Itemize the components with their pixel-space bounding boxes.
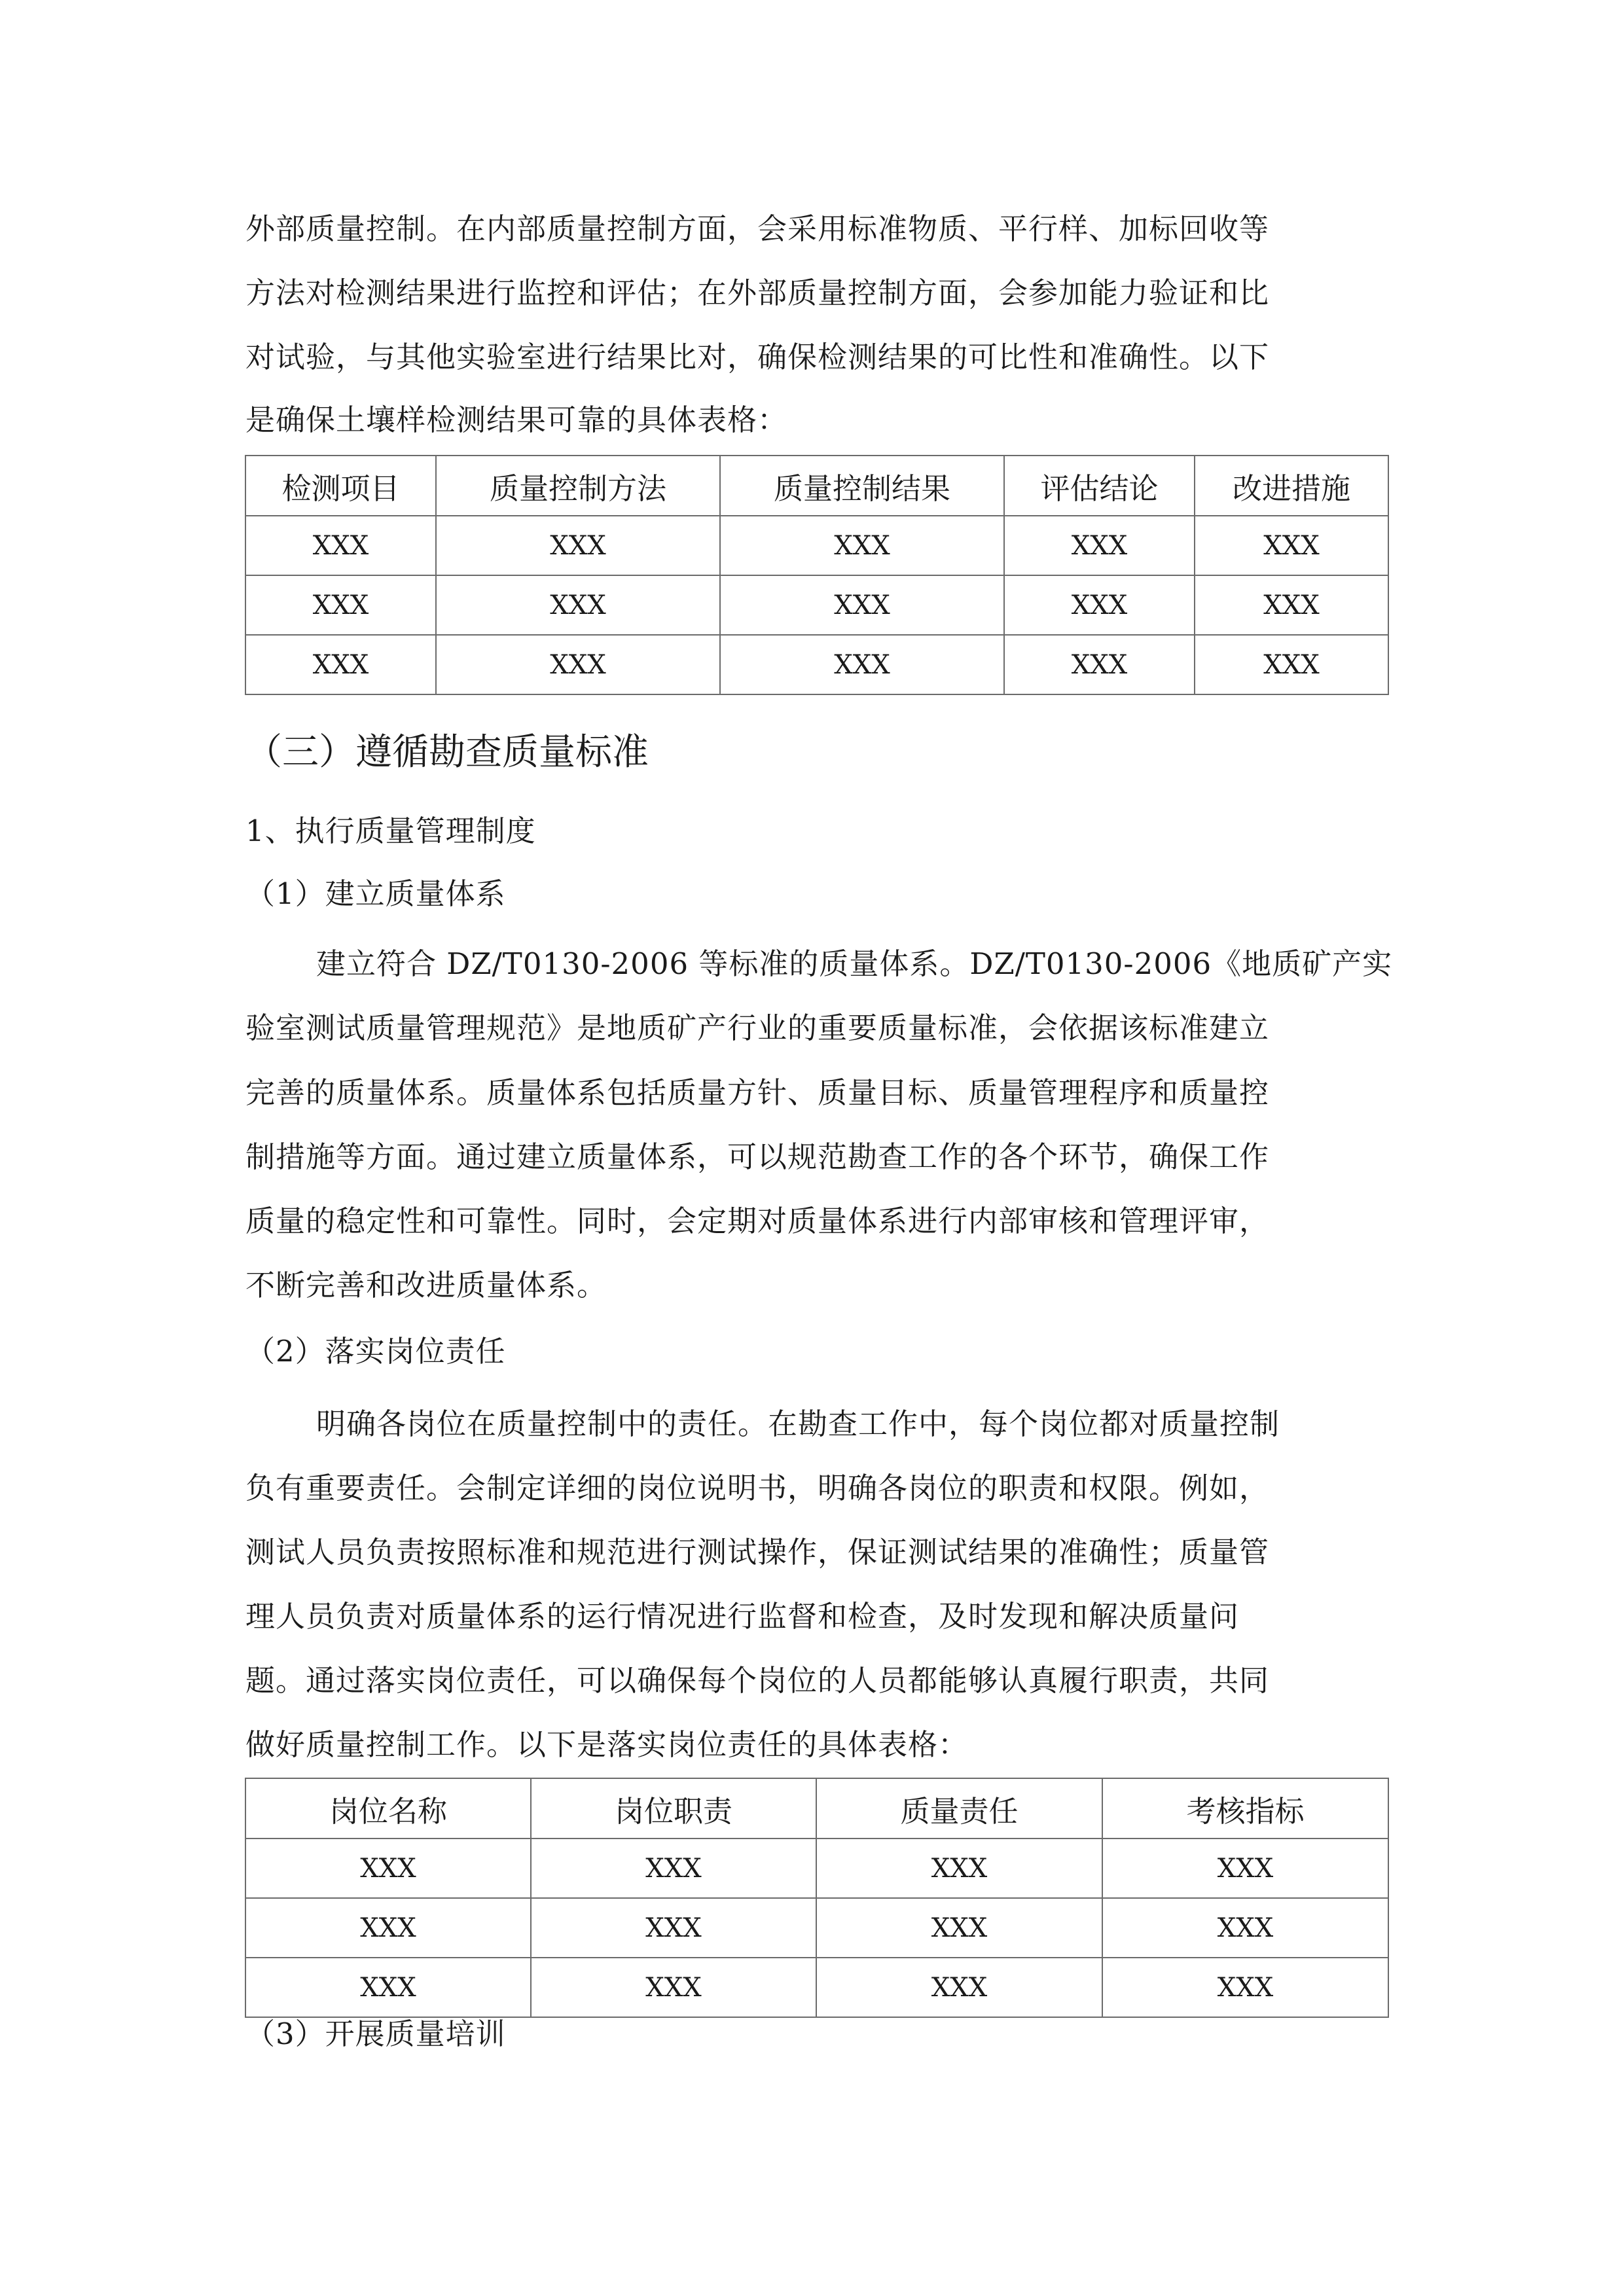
table-cell: XXX [1195, 575, 1388, 635]
paragraph-line: 是确保土壤样检测结果可靠的具体表格： [245, 403, 788, 437]
table-row [245, 1898, 1388, 1958]
table-cell: XXX [1004, 575, 1195, 635]
subsection-heading: （1）建立质量体系 [245, 876, 506, 911]
table-row [245, 1839, 1388, 1898]
table-cell: XXX [531, 1839, 816, 1898]
table-header-cell: 改进措施 [1195, 456, 1388, 516]
paragraph-line: 做好质量控制工作。以下是落实岗位责任的具体表格： [245, 1727, 969, 1762]
table-row [245, 575, 1388, 635]
table-row [245, 635, 1388, 694]
table-cell: XXX [1004, 516, 1195, 575]
table-cell: XXX [1195, 635, 1388, 694]
paragraph-line: 完善的质量体系。质量体系包括质量方针、质量目标、质量管理程序和质量控 [245, 1075, 1270, 1110]
table-cell: XXX [1195, 516, 1388, 575]
paragraph-line: 题。通过落实岗位责任，可以确保每个岗位的人员都能够认真履行职责，共同 [245, 1663, 1270, 1698]
table-row [245, 516, 1388, 575]
table-header-row [245, 1778, 1388, 1839]
subsection-heading: （3）开展质量培训 [245, 2017, 506, 2051]
table-cell: XXX [245, 516, 436, 575]
table-cell: XXX [245, 1839, 531, 1898]
paragraph-line: 明确各岗位在质量控制中的责任。在勘查工作中，每个岗位都对质量控制 [316, 1407, 1280, 1441]
quality-control-table [245, 455, 1389, 695]
paragraph-line: 不断完善和改进质量体系。 [245, 1268, 607, 1302]
table-cell: XXX [245, 1898, 531, 1958]
table-header-cell: 考核指标 [1102, 1778, 1388, 1839]
paragraph-line: 外部质量控制。在内部质量控制方面，会采用标准物质、平行样、加标回收等 [245, 211, 1270, 246]
table-header-cell: 岗位名称 [245, 1778, 531, 1839]
table-cell: XXX [1102, 1898, 1388, 1958]
table-header-row [245, 456, 1388, 516]
post-responsibility-table [245, 1778, 1389, 2018]
table-cell: XXX [245, 1958, 531, 2017]
paragraph-line: 理人员负责对质量体系的运行情况进行监督和检查，及时发现和解决质量问 [245, 1599, 1240, 1634]
section-heading: （三）遵循勘查质量标准 [245, 731, 649, 774]
table-header-cell: 检测项目 [245, 456, 436, 516]
paragraph-line: 建立符合 DZ/T0130-2006 等标准的质量体系。DZ/T0130-2006《地质矿产实 [316, 946, 1393, 981]
table-cell: XXX [1004, 635, 1195, 694]
item-heading: 1、执行质量管理制度 [245, 814, 536, 848]
table-row [245, 1958, 1388, 2017]
table-cell: XXX [531, 1898, 816, 1958]
paragraph-line: 负有重要责任。会制定详细的岗位说明书，明确各岗位的职责和权限。例如， [245, 1471, 1270, 1505]
subsection-heading: （2）落实岗位责任 [245, 1334, 506, 1369]
table-cell: XXX [1102, 1958, 1388, 2017]
table-header-cell: 岗位职责 [531, 1778, 816, 1839]
table-cell: XXX [720, 575, 1004, 635]
table-cell: XXX [245, 635, 436, 694]
table-cell: XXX [531, 1958, 816, 2017]
table-header-cell: 质量控制结果 [720, 456, 1004, 516]
table-cell: XXX [1102, 1839, 1388, 1898]
paragraph-line: 验室测试质量管理规范》是地质矿产行业的重要质量标准，会依据该标准建立 [245, 1011, 1270, 1045]
table-cell: XXX [720, 516, 1004, 575]
table-cell: XXX [816, 1958, 1102, 2017]
paragraph-line: 对试验，与其他实验室进行结果比对，确保检测结果的可比性和准确性。以下 [245, 340, 1270, 374]
table-cell: XXX [436, 516, 720, 575]
paragraph-line: 质量的稳定性和可靠性。同时，会定期对质量体系进行内部审核和管理评审， [245, 1204, 1270, 1238]
table-header-cell: 质量责任 [816, 1778, 1102, 1839]
table-cell: XXX [816, 1898, 1102, 1958]
paragraph-line: 制措施等方面。通过建立质量体系，可以规范勘查工作的各个环节，确保工作 [245, 1139, 1270, 1174]
table-header-cell: 评估结论 [1004, 456, 1195, 516]
table-cell: XXX [436, 575, 720, 635]
table-cell: XXX [720, 635, 1004, 694]
table-cell: XXX [816, 1839, 1102, 1898]
table-header-cell: 质量控制方法 [436, 456, 720, 516]
paragraph-line: 测试人员负责按照标准和规范进行测试操作，保证测试结果的准确性；质量管 [245, 1535, 1270, 1570]
table-cell: XXX [436, 635, 720, 694]
table-cell: XXX [245, 575, 436, 635]
paragraph-line: 方法对检测结果进行监控和评估；在外部质量控制方面，会参加能力验证和比 [245, 276, 1270, 310]
